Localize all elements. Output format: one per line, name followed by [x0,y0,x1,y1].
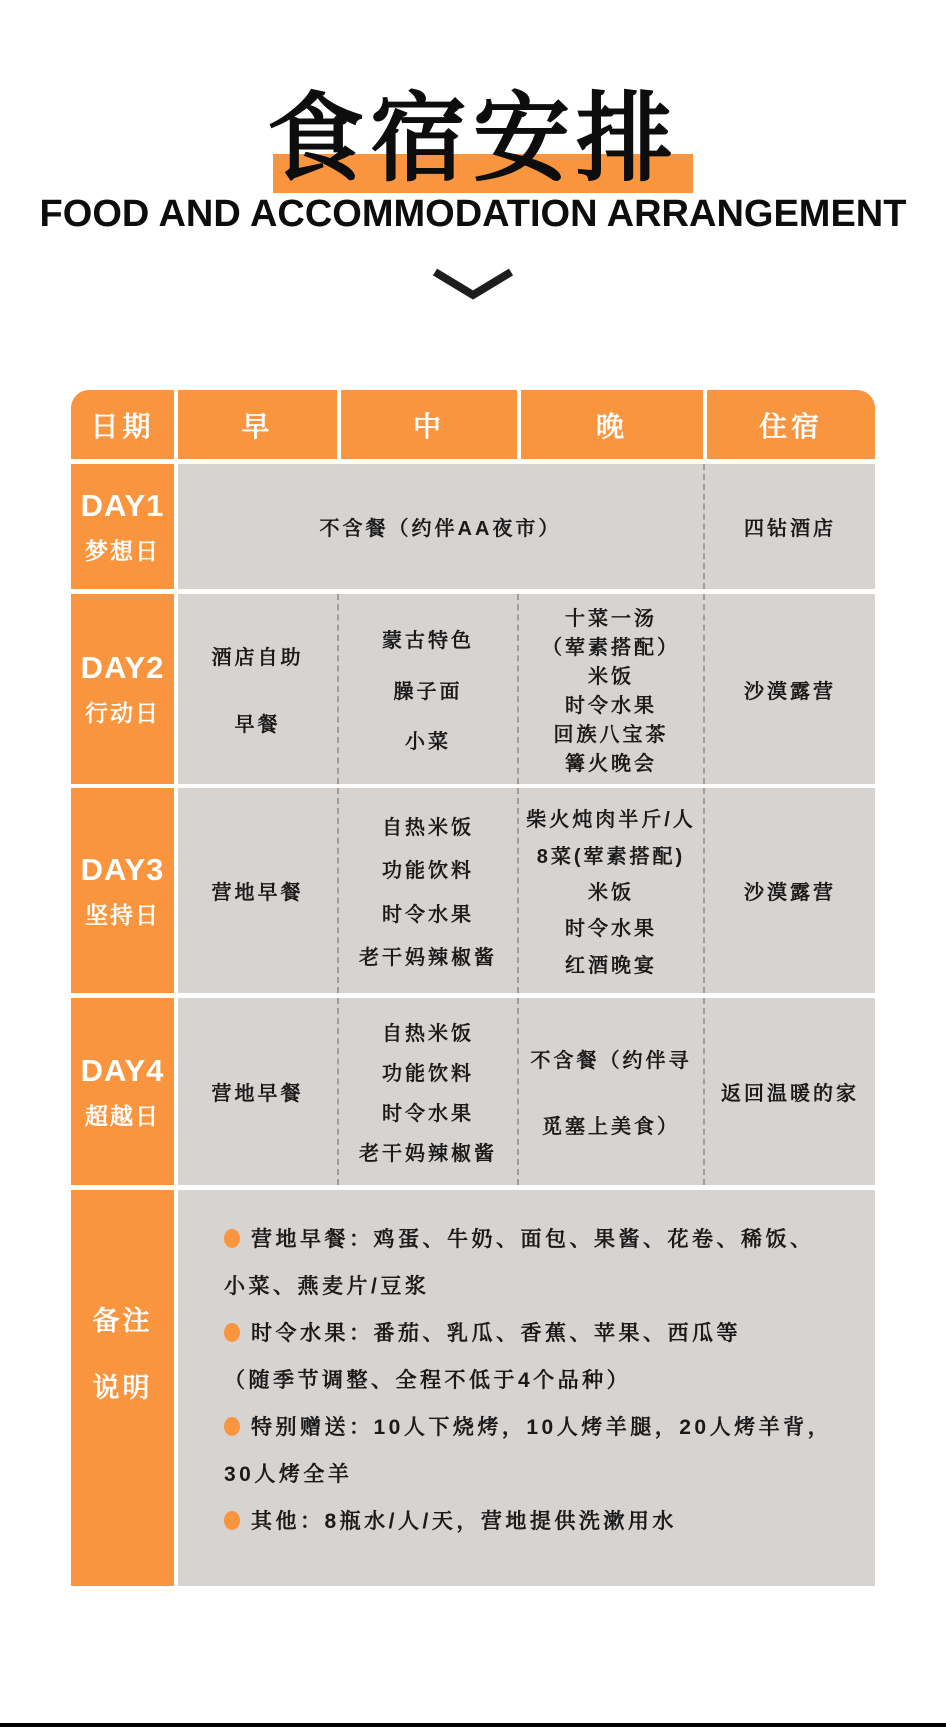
notes-content-cell [174,1190,875,1586]
table-row-day1 [71,464,875,589]
day-number: DAY1 [80,487,165,523]
day-cell [71,788,174,993]
note-line: （随季节调整、全程不低于4个品种） [224,1369,632,1392]
lunch-cell: 自热米饭 功能饮料 时令水果 老干妈辣椒酱 [337,788,517,993]
chevron-wrap [0,267,946,301]
day-label: 行动日 [85,700,160,726]
breakfast-cell: 营地早餐 [174,788,337,993]
notes-label-line2: 说明 [92,1373,153,1403]
stay-text: 四钻酒店 [744,518,836,540]
day-label: 梦想日 [85,537,160,564]
meals-merged-cell [174,464,703,589]
table-row-day2 [71,594,875,783]
bullet-icon [224,1417,240,1436]
breakfast-cell: 营地早餐 [174,998,337,1185]
day-label: 超越日 [85,1102,160,1129]
stay-cell [703,464,875,589]
header-cell-stay: 住宿 [703,390,875,459]
day-number: DAY2 [80,650,165,685]
title-section [0,84,946,237]
day-number: DAY3 [80,851,165,887]
note-line: 其他：8瓶水/人/天，营地提供洗漱用水 [224,1498,855,1545]
breakfast-cell: 酒店自助 早餐 [174,594,337,784]
note-line: 小菜、燕麦片/豆浆 [224,1275,430,1298]
table-header-row [71,390,875,459]
day-label: 坚持日 [85,901,160,928]
day-cell [71,464,174,589]
dinner-cell: 十菜一汤 （荤素搭配） 米饭 时令水果 回族八宝茶 篝火晚会 [517,594,703,784]
day-number: DAY4 [80,1052,165,1088]
note-line: 30人烤全羊 [224,1463,353,1486]
table-row-day4 [71,998,875,1185]
lunch-cell: 蒙古特色 臊子面 小菜 [337,594,517,784]
note-line: 时令水果：番茄、乳瓜、香蕉、苹果、西瓜等 [224,1310,855,1357]
header-cell-date: 日期 [90,410,155,442]
dinner-cell: 柴火炖肉半斤/人 8菜(荤素搭配) 米饭 时令水果 红酒晚宴 [517,788,703,993]
header-cell-noon: 中 [337,390,517,459]
meals-merged-text: 不含餐（约伴AA夜市） [319,518,562,540]
stay-cell: 沙漠露营 [703,788,875,993]
meal-table [71,390,875,1586]
bottom-divider-line [0,1723,946,1727]
table-row-notes [71,1190,875,1586]
stay-cell: 沙漠露营 [703,594,875,784]
note-line: 特别赠送：10人下烧烤，10人烤羊腿，20人烤羊背， [224,1404,855,1451]
page-title: 食宿安排 [267,84,679,193]
dinner-cell: 不含餐（约伴寻 觅塞上美食） [517,998,703,1185]
note-line: 营地早餐：鸡蛋、牛奶、面包、果酱、花卷、稀饭、 [224,1216,855,1263]
header-cell-evening: 晚 [517,390,703,459]
bullet-icon [224,1511,240,1530]
day-cell [71,594,174,784]
lunch-cell: 自热米饭 功能饮料 时令水果 老干妈辣椒酱 [337,998,517,1185]
day-cell [71,998,174,1185]
page-subtitle: FOOD AND ACCOMMODATION ARRANGEMENT [39,193,907,235]
notes-label-line1: 备注 [92,1306,153,1336]
table-row-day3 [71,788,875,993]
notes-label-cell [71,1190,174,1586]
chevron-down-icon [431,267,515,301]
bullet-icon [224,1323,240,1342]
bullet-icon [224,1229,240,1248]
stay-cell: 返回温暖的家 [703,998,875,1185]
header-cell-morning: 早 [174,390,337,459]
